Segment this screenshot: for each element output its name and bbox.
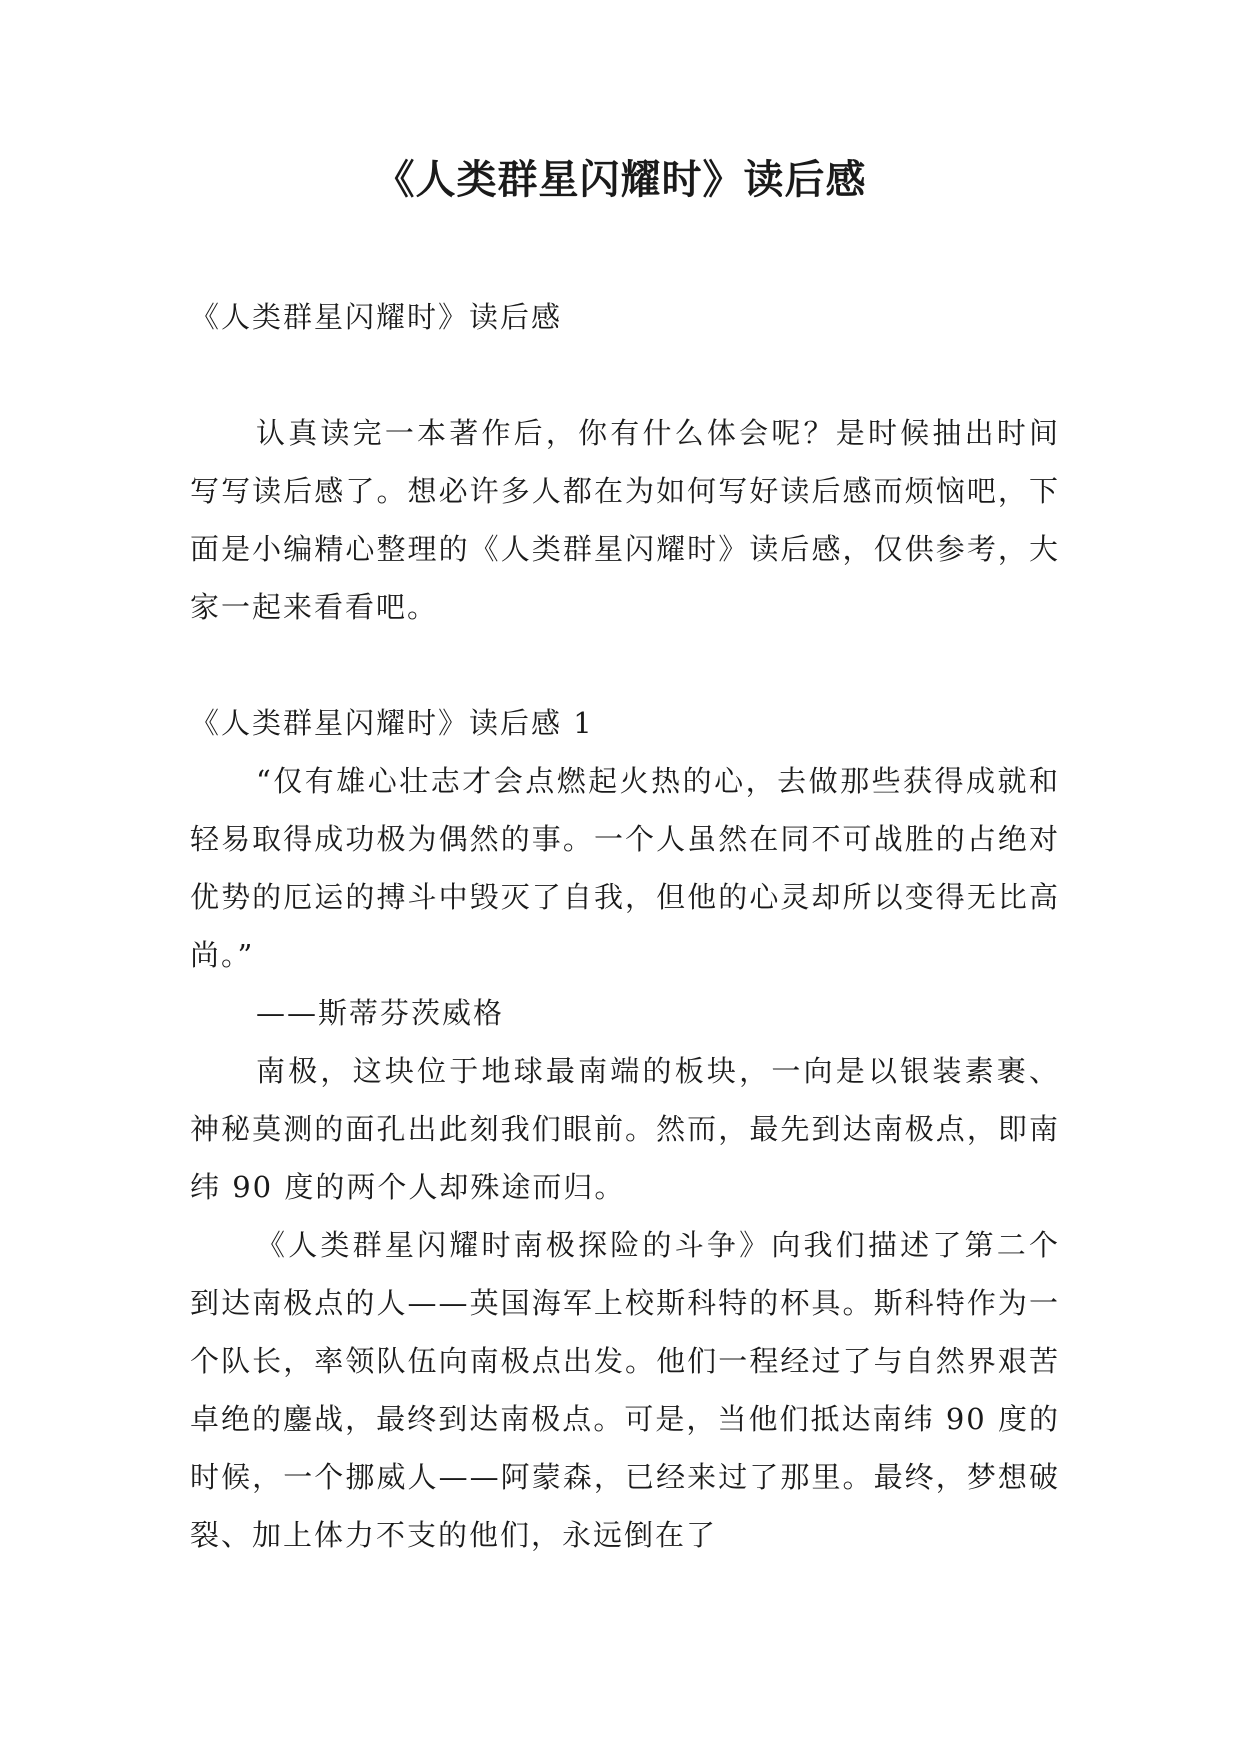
- body-paragraph: 《人类群星闪耀时南极探险的斗争》向我们描述了第二个到达南极点的人——英国海军上校斯科特的杯具。斯科特作为一个队长，率领队伍向南极点出发。他们一程经过了与自然界艰苦卓绝的鏖战，最终到达南极点。可是，当他们抵达南纬 90 度的时候，一个挪威人——阿蒙森，已经来过了那里。最终，梦想破裂、加上体力不支的他们，永远倒在了: [190, 1228, 1060, 1552]
- quote-attribution: ——斯蒂芬茨威格: [256, 996, 505, 1030]
- document-title: 《人类群星闪耀时》读后感: [374, 157, 867, 203]
- section-heading: 《人类群星闪耀时》读后感 1: [190, 706, 594, 740]
- document-subtitle: 《人类群星闪耀时》读后感: [190, 300, 563, 334]
- intro-paragraph: 认真读完一本著作后，你有什么体会呢？是时候抽出时间写写读后感了。想必许多人都在为如何写好读后感而烦恼吧，下面是小编精心整理的《人类群星闪耀时》读后感，仅供参考，大家一起来看看吧。: [190, 416, 1060, 624]
- document-subtitle-block: [190, 288, 1060, 346]
- intro-block: [190, 404, 1060, 636]
- body-paragraph: 南极，这块位于地球最南端的板块，一向是以银装素裹、神秘莫测的面孔出此刻我们眼前。然而，最先到达南极点，即南纬 90 度的两个人却殊途而归。: [190, 1054, 1060, 1204]
- section-1: [190, 694, 1060, 1564]
- quote-paragraph: “仅有雄心壮志才会点燃起火热的心，去做那些获得成就和轻易取得成功极为偶然的事。一个人虽然在同不可战胜的占绝对优势的厄运的搏斗中毁灭了自我，但他的心灵却所以变得无比高尚。”: [190, 764, 1060, 972]
